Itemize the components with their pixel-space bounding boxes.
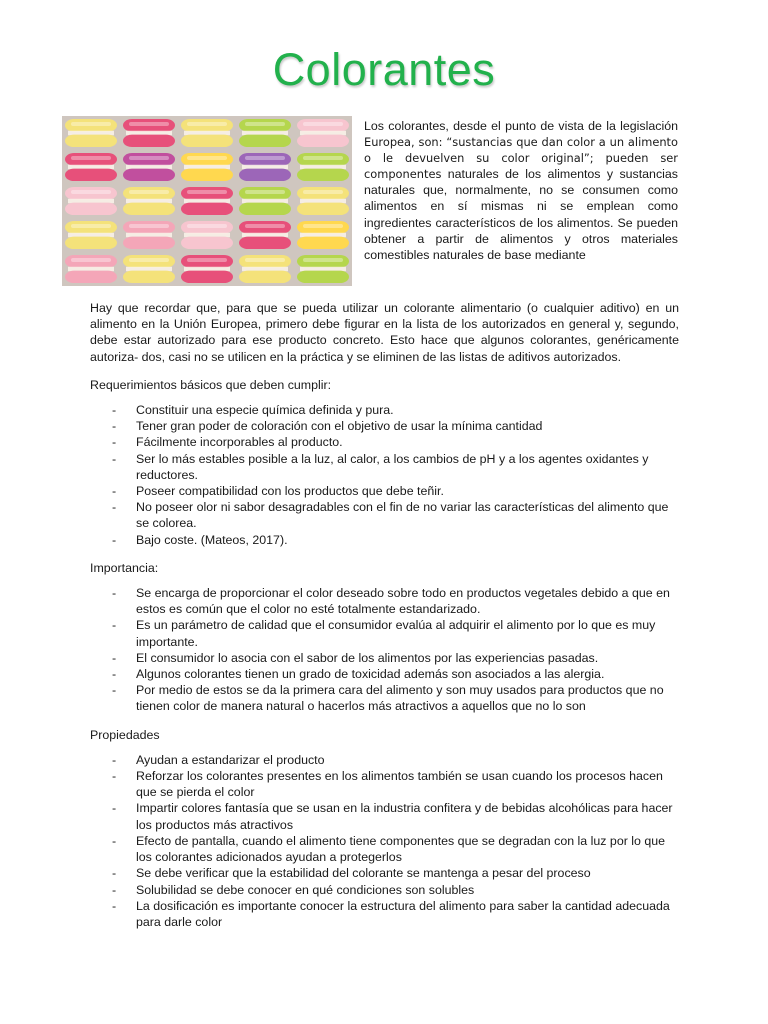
macaron — [239, 153, 291, 181]
macaron — [65, 221, 117, 249]
macaron — [65, 119, 117, 147]
requirements-heading: Requerimientos básicos que deben cumplir: — [90, 377, 332, 392]
list-item: - Se debe verificar que la estabilidad del colorante se mantenga a pesar del proceso — [90, 865, 679, 881]
properties-list — [90, 752, 679, 930]
macaron — [297, 153, 349, 181]
importance-heading: Importancia: — [90, 560, 159, 575]
macaron — [297, 221, 349, 249]
macaron — [297, 255, 349, 283]
importance-list — [90, 585, 679, 715]
macaron — [239, 187, 291, 215]
intro-quote: Europea, son: “sustancias que dan color a un alimento o le devuelven su color original”; pueden ser componentes — [364, 135, 678, 182]
macaron — [123, 187, 175, 215]
macaron — [239, 221, 291, 249]
macaron — [181, 119, 233, 147]
intro-rest: naturales de los alimentos y sustancias naturales que, normalmente, no se consumen como alimentos en sí mismas ni se emplean como ingredientes característicos de los alimentos. Se pueden obtener a partir de alimentos y otros materiales comestibles naturales de base mediante — [364, 167, 678, 262]
list-item: - Reforzar los colorantes presentes en los alimentos también se usan cuando los procesos hacen que se pierda el color — [90, 768, 679, 800]
list-item: - Fácilmente incorporables al producto. — [90, 434, 679, 450]
intro-paragraph — [364, 118, 678, 263]
list-item: - Tener gran poder de coloración con el objetivo de usar la mínima cantidad — [90, 418, 679, 434]
page-title: Colorantes — [272, 44, 496, 95]
macaron — [239, 255, 291, 283]
list-item: - Algunos colorantes tienen un grado de toxicidad además son asociados a las alergia. — [90, 666, 679, 682]
list-item: - Por medio de estos se da la primera cara del alimento y son muy usados para productos que no tienen color de manera natural o hacerlos más atractivos a aquellos que no lo son — [90, 682, 679, 714]
macaron — [123, 221, 175, 249]
macaron — [297, 187, 349, 215]
macaron — [123, 153, 175, 181]
list-item: - Se encarga de proporcionar el color deseado sobre todo en productos vegetales debido a que en estos es común que el color no esté totalmente estandarizado. — [90, 585, 679, 617]
list-item: - Impartir colores fantasía que se usan en la industria confitera y de bebidas alcohólicas para hacer los productos más atractivos — [90, 800, 679, 832]
list-item: - Ayudan a estandarizar el producto — [90, 752, 679, 768]
macaron — [181, 187, 233, 215]
macaron — [239, 119, 291, 147]
macaron — [65, 187, 117, 215]
list-item: - El consumidor lo asocia con el sabor de los alimentos por las experiencias pasadas. — [90, 650, 679, 666]
list-item: - Constituir una especie química definida y pura. — [90, 402, 679, 418]
macaron — [297, 119, 349, 147]
list-item: - Efecto de pantalla, cuando el alimento tiene componentes que se degradan con la luz por lo que los colorantes adicionados ayudan a protegerlos — [90, 833, 679, 865]
macaron — [123, 119, 175, 147]
list-item: - Poseer compatibilidad con los productos que debe teñir. — [90, 483, 679, 499]
macaron — [65, 153, 117, 181]
macaron — [181, 221, 233, 249]
list-item: - Es un parámetro de calidad que el consumidor evalúa al adquirir el alimento por lo que es muy importante. — [90, 617, 679, 649]
macaron — [65, 255, 117, 283]
list-item: - Bajo coste. (Mateos, 2017). — [90, 532, 679, 548]
properties-heading: Propiedades — [90, 727, 160, 742]
list-item: - No poseer olor ni sabor desagradables con el fin de no variar las características del alimento que se colorea. — [90, 499, 679, 531]
macaron — [181, 153, 233, 181]
requirements-list — [90, 402, 679, 548]
list-item: - La dosificación es importante conocer la estructura del alimento para saber la cantidad adecuada para darle color — [90, 898, 679, 930]
macarons-photo — [62, 116, 352, 286]
macaron — [123, 255, 175, 283]
macaron — [181, 255, 233, 283]
macarons-image — [62, 116, 352, 286]
body-paragraph: Hay que recordar que, para que se pueda utilizar un colorante alimentario (o cualquier aditivo) en un alimento en la Unión Europea, primero debe figurar en la lista de los autorizados en general y, segundo, debe estar autorizado para ese producto concreto. Esto hace que algunos colorantes, genéricamente autoriza- dos, casi no se utilicen en la práctica y se eliminen de las listas de aditivos autorizados. — [90, 301, 679, 364]
list-item: - Solubilidad se debe conocer en qué condiciones son solubles — [90, 882, 679, 898]
intro-line-1: Los colorantes, desde el punto de vista de la legislación — [364, 119, 678, 133]
list-item: - Ser lo más estables posible a la luz, al calor, a los cambios de pH y a los agentes oxidantes y reductores. — [90, 451, 679, 483]
document-body — [90, 300, 679, 930]
